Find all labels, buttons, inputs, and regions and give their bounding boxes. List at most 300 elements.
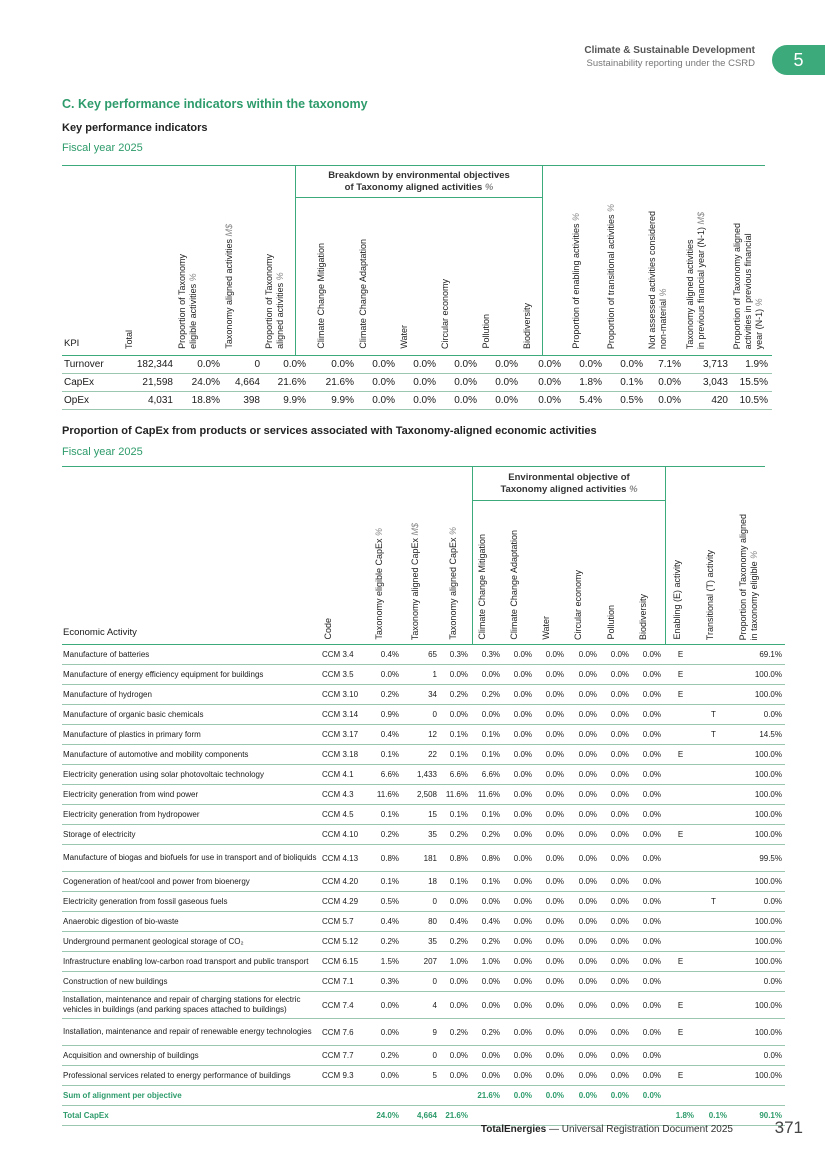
activity-name: Professional services related to energy performance of buildings (62, 1066, 320, 1086)
capex-band-line2: Taxonomy aligned activities (500, 484, 630, 495)
activity-name: Manufacture of biogas and biofuels for use in transport and of bioliquids (62, 845, 320, 872)
cell-value (664, 765, 697, 785)
cell-value: 100.0% (730, 765, 785, 785)
table-row (62, 665, 785, 685)
col-header-water: Water (399, 325, 409, 349)
cell-value: 0.0% (632, 972, 664, 992)
cell-value: 0.0% (567, 845, 600, 872)
table-row (62, 745, 785, 765)
activity-name: Storage of electricity (62, 825, 320, 845)
page-number: 371 (774, 1118, 803, 1137)
cell-value: 15 (402, 805, 440, 825)
cell-value: 0.0% (503, 1019, 535, 1046)
cell-value: 99.5% (730, 845, 785, 872)
cell-value: 0.0% (567, 872, 600, 892)
cell-value: 0.0% (440, 992, 471, 1019)
cell-value: 0 (402, 705, 440, 725)
cell-value: 0.0% (600, 972, 632, 992)
cell-value: 0.0% (440, 1046, 471, 1066)
activity-name: Underground permanent geological storage of CO₂ (62, 932, 320, 952)
cell-value: 100.0% (730, 685, 785, 705)
cell-value: 100.0% (730, 665, 785, 685)
table-row (62, 952, 785, 972)
cell-value: 0.0% (632, 1066, 664, 1086)
cell-value: 0.1% (471, 805, 503, 825)
cell-value: 0.0% (503, 892, 535, 912)
cell-value: 0.0% (567, 805, 600, 825)
cell-value (664, 725, 697, 745)
activity-name: Manufacture of organic basic chemicals (62, 705, 320, 725)
cell-value (664, 845, 697, 872)
cell-value: 0.0% (503, 705, 535, 725)
cell-value: 0.0% (471, 665, 503, 685)
cell-value: 0.0% (632, 1019, 664, 1046)
cell-value: 0.0% (600, 952, 632, 972)
cell-value: 0.2% (440, 932, 471, 952)
cell-value: 0.0% (600, 665, 632, 685)
cell-value: 0.2% (471, 685, 503, 705)
cell-value (697, 872, 730, 892)
cell-value: 0.0% (632, 645, 664, 665)
cell-value: 0.0% (535, 785, 567, 805)
cell-value: 0.0% (440, 1066, 471, 1086)
activity-name: Manufacture of energy efficiency equipment for buildings (62, 665, 320, 685)
cell-value: 0.2% (366, 825, 402, 845)
activity-code: CCM 3.18 (320, 745, 366, 765)
cell-value: 0.0% (503, 725, 535, 745)
activity-code: CCM 4.29 (320, 892, 366, 912)
table-row (62, 972, 785, 992)
cell-value: 0.0% (440, 665, 471, 685)
total-aligned-pct: 21.6% (440, 1106, 471, 1126)
cell-value: 34 (402, 685, 440, 705)
kpi-row-turnover: Turnover 182,344 0.0% 0 0.0% 0.0% 0.0% 0.0% 0.0% 0.0% 0.0% 0.0% 0.0% 7.1% 3,713 1.9% (62, 356, 772, 374)
activity-name: Anaerobic digestion of bio-waste (62, 912, 320, 932)
cell-value: 0.0% (535, 765, 567, 785)
col-header-capex-pollution: Pollution (606, 605, 616, 640)
cell-value: 0.1% (440, 725, 471, 745)
capex-band-unit: % (629, 484, 638, 495)
cell-value: 0.0% (632, 725, 664, 745)
cell-value: 35 (402, 825, 440, 845)
capex-header-row (62, 467, 785, 644)
activity-code: CCM 3.17 (320, 725, 366, 745)
cell-value: 0.0% (632, 912, 664, 932)
cell-value: 0.0% (567, 972, 600, 992)
table-row (62, 1019, 785, 1046)
cell-value: 0.2% (471, 825, 503, 845)
cell-value: 0.0% (503, 805, 535, 825)
cell-value: 100.0% (730, 1019, 785, 1046)
cell-value: 0.0% (632, 952, 664, 972)
cell-value (697, 912, 730, 932)
cell-value: 0.0% (567, 725, 600, 745)
cell-value: 0.0% (535, 932, 567, 952)
cell-value (697, 645, 730, 665)
cell-value: 0.0% (366, 992, 402, 1019)
total-proportion: 90.1% (730, 1106, 785, 1126)
capex-table (62, 467, 785, 1126)
cell-value: 0.0% (535, 845, 567, 872)
cell-value: 14.5% (730, 725, 785, 745)
col-header-aligned-capex-ms: Taxonomy aligned CapEx M$ (410, 522, 420, 640)
sum-alignment-row (62, 1086, 785, 1106)
cell-value: 1.5% (366, 952, 402, 972)
cell-value: E (664, 952, 697, 972)
cell-value: 0.0% (503, 992, 535, 1019)
cell-value: 0.0% (600, 892, 632, 912)
cell-value: 0.0% (600, 645, 632, 665)
kpi-col-label: KPI (64, 338, 80, 349)
cell-value: 100.0% (730, 952, 785, 972)
cell-value: 0.0% (632, 805, 664, 825)
footer-doc-title: TotalEnergies — Universal Registration Document 2025 (480, 1124, 733, 1135)
cell-value: 0.0% (503, 825, 535, 845)
activity-name: Installation, maintenance and repair of charging stations for electric vehicles in buildings (and parking spaces attached to buildings) (62, 992, 320, 1019)
col-header-capex-biodiversity: Biodiversity (638, 593, 648, 640)
cell-value: 0.0% (632, 665, 664, 685)
table-row (62, 645, 785, 665)
col-header-capex-cca: Climate Change Adaptation (509, 530, 519, 640)
cell-value: 0.0% (600, 685, 632, 705)
activity-code: CCM 4.1 (320, 765, 366, 785)
table-row (62, 1066, 785, 1086)
cell-value: 100.0% (730, 785, 785, 805)
cell-value: 0.0% (600, 825, 632, 845)
cell-value: 0.3% (440, 645, 471, 665)
cell-value: 0.0% (600, 932, 632, 952)
cell-value: 0.0% (567, 892, 600, 912)
activity-name: Electricity generation from wind power (62, 785, 320, 805)
cell-value: 0.0% (730, 1046, 785, 1066)
cell-value: 0.1% (471, 872, 503, 892)
cell-value: 0.2% (471, 932, 503, 952)
table-row (62, 825, 785, 845)
cell-value: 0.0% (503, 845, 535, 872)
total-eligible: 24.0% (366, 1106, 402, 1126)
col-header-total: Total (124, 329, 134, 349)
cell-value: 100.0% (730, 992, 785, 1019)
activity-code: CCM 3.5 (320, 665, 366, 685)
cell-value: 0.0% (567, 665, 600, 685)
kpi-table (62, 166, 772, 410)
cell-value: 0.8% (366, 845, 402, 872)
cell-value: 0.0% (632, 992, 664, 1019)
cell-value: 0.0% (366, 1066, 402, 1086)
cell-value: 0.0% (730, 705, 785, 725)
table-row (62, 725, 785, 745)
cell-value: 0.0% (503, 1046, 535, 1066)
cell-value: 0.0% (730, 972, 785, 992)
cell-value: 0.0% (567, 912, 600, 932)
total-aligned-ms: 4,664 (402, 1106, 440, 1126)
cell-value (664, 785, 697, 805)
cell-value: 6.6% (471, 765, 503, 785)
cell-value: 0.0% (632, 825, 664, 845)
activity-code: CCM 4.13 (320, 845, 366, 872)
cell-value (697, 785, 730, 805)
capex-band-line1: Environmental objective of (508, 472, 630, 483)
activity-name: Electricity generation from fossil gaseous fuels (62, 892, 320, 912)
cell-value: 0.0% (440, 892, 471, 912)
cell-value: 6.6% (440, 765, 471, 785)
col-header-not-assessed: Not assessed activities considered non-material % (647, 210, 668, 349)
chapter-title: Climate & Sustainable Development (584, 45, 755, 56)
cell-value: 0.0% (567, 952, 600, 972)
cell-value: 0.3% (471, 645, 503, 665)
cell-value: 0.0% (600, 912, 632, 932)
table-row (62, 685, 785, 705)
cell-value (697, 765, 730, 785)
table-row (62, 705, 785, 725)
cell-value: 0.1% (366, 805, 402, 825)
cell-value: E (664, 992, 697, 1019)
cell-value: 0.0% (567, 765, 600, 785)
cell-value: 9 (402, 1019, 440, 1046)
cell-value: 0.0% (503, 665, 535, 685)
cell-value: 0.0% (600, 872, 632, 892)
cell-value: 0.0% (471, 892, 503, 912)
kpi-row-capex: CapEx 21,598 24.0% 4,664 21.6% 21.6% 0.0% 0.0% 0.0% 0.0% 0.0% 1.8% 0.1% 0.0% 3,043 15.5% (62, 374, 772, 392)
cell-value: 0.1% (366, 872, 402, 892)
col-header-enabling: Proportion of enabling activities % (571, 213, 581, 349)
cell-value (697, 825, 730, 845)
sum-value: 0.0% (632, 1086, 664, 1106)
cell-value: 11.6% (471, 785, 503, 805)
cell-value: 0.0% (535, 685, 567, 705)
activity-code: CCM 7.6 (320, 1019, 366, 1046)
cell-value: 0.1% (440, 805, 471, 825)
cell-value (697, 992, 730, 1019)
col-header-aligned-pct: Proportion of Taxonomy aligned activities % (264, 254, 285, 349)
kpi-band-line1: Breakdown by environmental objectives (328, 170, 510, 181)
col-header-transitional-activity: Transitional (T) activity (705, 549, 715, 640)
col-header-pollution: Pollution (481, 314, 491, 349)
col-header-eligible-capex: Taxonomy eligible CapEx % (374, 528, 384, 640)
activity-name: Manufacture of automotive and mobility components (62, 745, 320, 765)
cell-value: 0.0% (535, 665, 567, 685)
cell-value: T (697, 725, 730, 745)
col-header-capex-circular: Circular economy (573, 569, 583, 640)
activity-name: Electricity generation from hydropower (62, 805, 320, 825)
cell-value: 0.0% (535, 1066, 567, 1086)
cell-value: 0.2% (440, 685, 471, 705)
cell-value: E (664, 1019, 697, 1046)
cell-value: 6.6% (366, 765, 402, 785)
table-row (62, 992, 785, 1019)
cell-value: T (697, 892, 730, 912)
cell-value: 100.0% (730, 825, 785, 845)
cell-value: 0.0% (535, 825, 567, 845)
activity-name: Cogeneration of heat/cool and power from bioenergy (62, 872, 320, 892)
cell-value: 0.0% (567, 1019, 600, 1046)
table-row (62, 805, 785, 825)
table-row (62, 765, 785, 785)
cell-value: 0.1% (440, 872, 471, 892)
cell-value: 0.0% (632, 785, 664, 805)
cell-value: 0.0% (503, 912, 535, 932)
cell-value: 0.0% (503, 745, 535, 765)
col-header-aligned-capex-pct: Taxonomy aligned CapEx % (448, 527, 458, 640)
cell-value (664, 972, 697, 992)
activity-code: CCM 9.3 (320, 1066, 366, 1086)
fiscal-year-label: Fiscal year 2025 (62, 142, 143, 154)
cell-value: 0.2% (366, 1046, 402, 1066)
kpi-header-row (62, 166, 772, 355)
cell-value: 100.0% (730, 872, 785, 892)
cell-value: 100.0% (730, 932, 785, 952)
cell-value: 0.0% (600, 1066, 632, 1086)
activity-code: CCM 6.15 (320, 952, 366, 972)
cell-value: 0.0% (535, 705, 567, 725)
activity-name: Installation, maintenance and repair of renewable energy technologies (62, 1019, 320, 1046)
cell-value: 0.0% (567, 825, 600, 845)
cell-value: 0.2% (440, 1019, 471, 1046)
col-header-ccm: Climate Change Mitigation (316, 243, 326, 349)
cell-value: 11.6% (440, 785, 471, 805)
cell-value: E (664, 825, 697, 845)
cell-value: 0 (402, 892, 440, 912)
cell-value: 0.0% (503, 765, 535, 785)
cell-value: 1.0% (471, 952, 503, 972)
cell-value: 35 (402, 932, 440, 952)
cell-value: 0.0% (632, 765, 664, 785)
cell-value: 0.0% (632, 745, 664, 765)
cell-value: 0 (402, 1046, 440, 1066)
cell-value: 100.0% (730, 912, 785, 932)
col-header-enabling-activity: Enabling (E) activity (672, 560, 682, 640)
total-capex-row (62, 1106, 785, 1126)
activity-name: Manufacture of hydrogen (62, 685, 320, 705)
cell-value: 0.0% (440, 972, 471, 992)
cell-value (697, 932, 730, 952)
activity-name: Electricity generation using solar photovoltaic technology (62, 765, 320, 785)
col-header-proportion-aligned: Proportion of Taxonomy aligned in taxonomy eligible % (738, 513, 759, 640)
activity-code: CCM 3.10 (320, 685, 366, 705)
cell-value: E (664, 665, 697, 685)
cell-value: 0.0% (366, 665, 402, 685)
cell-value: 0.4% (366, 725, 402, 745)
cell-value: 0.0% (600, 705, 632, 725)
cell-value (664, 932, 697, 952)
cell-value: 0.0% (535, 725, 567, 745)
cell-value: 0.0% (600, 805, 632, 825)
cell-value: 0.0% (535, 745, 567, 765)
cell-value: 11.6% (366, 785, 402, 805)
col-header-capex-ccm: Climate Change Mitigation (477, 534, 487, 640)
cell-value: 0 (402, 972, 440, 992)
activity-code: CCM 7.4 (320, 992, 366, 1019)
cell-value: 0.0% (535, 805, 567, 825)
activity-code: CCM 7.7 (320, 1046, 366, 1066)
cell-value: 0.0% (632, 845, 664, 872)
table-row (62, 872, 785, 892)
cell-value: 0.2% (471, 1019, 503, 1046)
cell-value: 1 (402, 665, 440, 685)
cell-value: 0.0% (600, 845, 632, 872)
cell-value: 5 (402, 1066, 440, 1086)
activity-code: CCM 4.5 (320, 805, 366, 825)
cell-value: 0.0% (535, 645, 567, 665)
sum-value: 21.6% (471, 1086, 503, 1106)
cell-value (697, 685, 730, 705)
cell-value: 80 (402, 912, 440, 932)
cell-value: 207 (402, 952, 440, 972)
cell-value (697, 1046, 730, 1066)
col-header-prev-aligned-pct: Proportion of Taxonomy aligned activities in previous financial year (N-1) % (732, 222, 764, 349)
table-row (62, 912, 785, 932)
cell-value: 0.0% (471, 705, 503, 725)
capex-fiscal-year: Fiscal year 2025 (62, 446, 143, 458)
cell-value: E (664, 1066, 697, 1086)
cell-value: 0.0% (567, 1066, 600, 1086)
sum-value: 0.0% (567, 1086, 600, 1106)
cell-value: 0.0% (567, 685, 600, 705)
activity-code: CCM 3.4 (320, 645, 366, 665)
cell-value: 0.2% (440, 825, 471, 845)
cell-value: 0.0% (632, 1046, 664, 1066)
total-row-label: Total CapEx (62, 1106, 320, 1126)
cell-value: 65 (402, 645, 440, 665)
cell-value: 0.4% (440, 912, 471, 932)
cell-value: 0.0% (535, 972, 567, 992)
table-row (62, 785, 785, 805)
cell-value: 0.0% (567, 645, 600, 665)
cell-value: 69.1% (730, 645, 785, 665)
cell-value: 100.0% (730, 805, 785, 825)
cell-value: 0.0% (600, 765, 632, 785)
cell-value: 0.8% (440, 845, 471, 872)
sum-value: 0.0% (503, 1086, 535, 1106)
cell-value: 0.0% (567, 932, 600, 952)
col-header-prev-aligned-ms: Taxonomy aligned activities in previous financial year (N-1) M$ (685, 211, 706, 349)
activity-name: Manufacture of batteries (62, 645, 320, 665)
chapter-subtitle: Sustainability reporting under the CSRD (586, 58, 755, 69)
cell-value: 100.0% (730, 745, 785, 765)
cell-value: E (664, 685, 697, 705)
activity-code: CCM 4.3 (320, 785, 366, 805)
cell-value: 0.0% (471, 1066, 503, 1086)
cell-value: 0.0% (535, 992, 567, 1019)
sum-row-label: Sum of alignment per objective (62, 1086, 320, 1106)
cell-value (664, 872, 697, 892)
table-row (62, 845, 785, 872)
cell-value (664, 805, 697, 825)
cell-value: 181 (402, 845, 440, 872)
cell-value: 0.0% (567, 992, 600, 1019)
cell-value: 0.4% (366, 912, 402, 932)
cell-value: E (664, 645, 697, 665)
sum-value: 0.0% (600, 1086, 632, 1106)
cell-value: 0.0% (600, 1046, 632, 1066)
total-transitional: 0.1% (697, 1106, 730, 1126)
cell-value: 0.5% (366, 892, 402, 912)
chapter-number-tab: 5 (772, 45, 825, 75)
cell-value (664, 912, 697, 932)
cell-value: 0.0% (567, 705, 600, 725)
cell-value: 0.0% (730, 892, 785, 912)
cell-value: 100.0% (730, 1066, 785, 1086)
activity-name: Manufacture of plastics in primary form (62, 725, 320, 745)
cell-value: 0.0% (632, 892, 664, 912)
cell-value: 0.1% (366, 745, 402, 765)
cell-value: 0.0% (600, 745, 632, 765)
cell-value (697, 805, 730, 825)
cell-value: 0.0% (632, 932, 664, 952)
kpi-title: Key performance indicators (62, 122, 208, 134)
kpi-band-unit: % (484, 182, 494, 193)
cell-value: 18 (402, 872, 440, 892)
